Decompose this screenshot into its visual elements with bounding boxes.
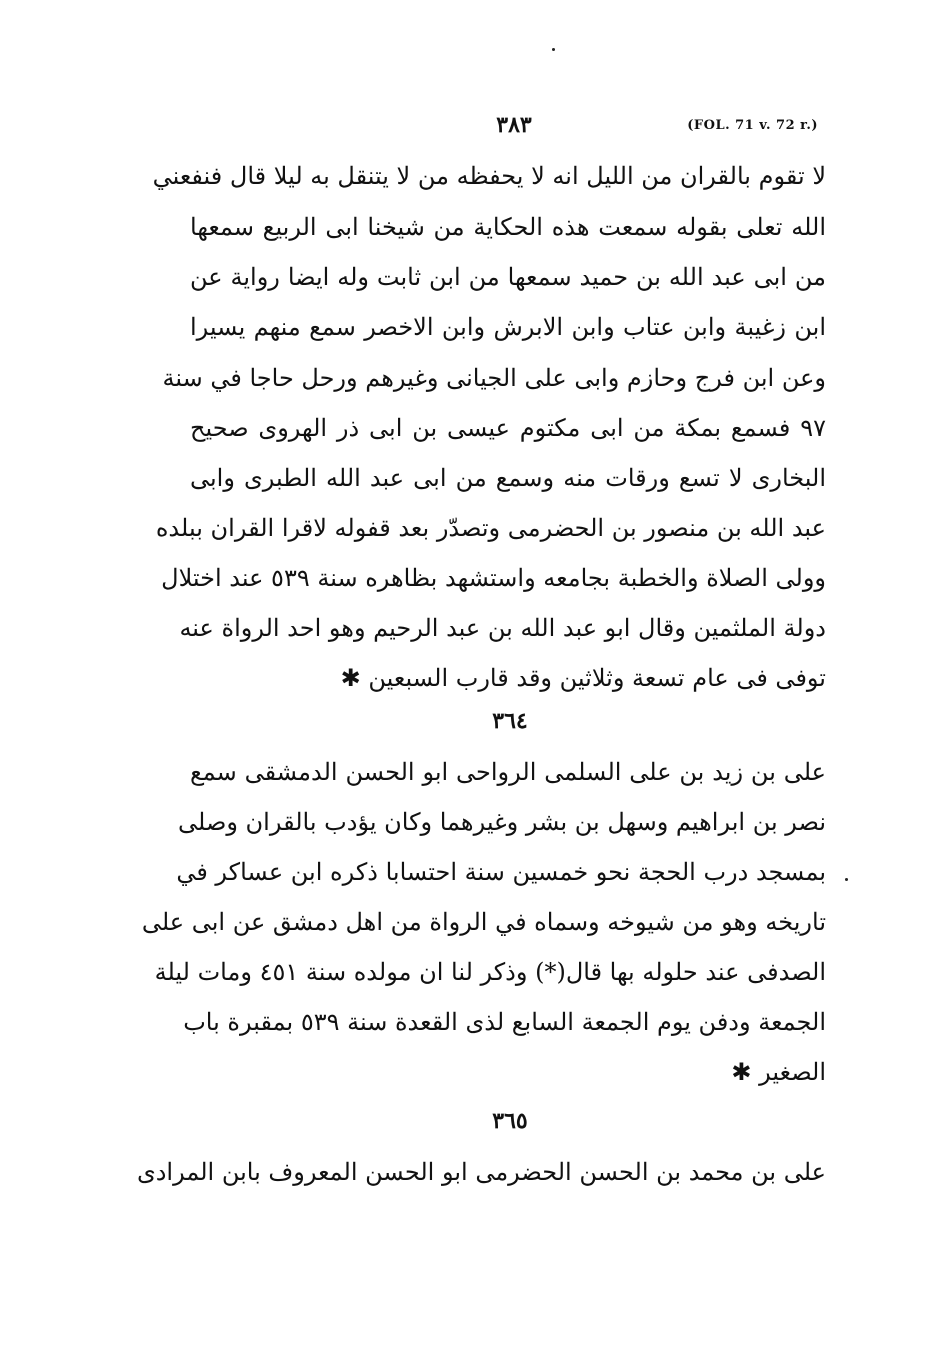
text-line: لا تقوم بالقران من الليل انه لا يحفظه من لا يتنقل به ليلا قال فنفعني — [152, 162, 826, 190]
text-line: توفى فى عام تسعة وثلاثين وقد قارب السبعين ✱ — [340, 664, 826, 692]
text-line: من ابى عبد الله بن حميد سمعها من ابن ثابت وله ايضا رواية عن — [190, 263, 826, 291]
text-line: وولى الصلاة والخطبة بجامعه واستشهد بظاهره سنة ٥٣٩ عند اختلال — [161, 564, 826, 592]
text-line: تاريخه وهو من شيوخه وسماه في الرواة من اهل دمشق عن ابى على — [141, 908, 826, 936]
folio-reference: (FOL. 71 v. 72 r.) — [687, 118, 818, 133]
text-line: دولة الملثمين وقال ابو عبد الله بن عبد الرحيم وهو احد الرواة عنه — [179, 614, 826, 642]
page-number: ٣٨٣ — [496, 112, 532, 138]
text-line: الصدفى عند حلوله بها قال(*) وذكر لنا ان مولده سنة ٤٥١ ومات ليلة — [154, 958, 826, 986]
text-line: وعن ابن فرج وحازم وابى على الجيانى وغيرهم ورحل حاجا في سنة — [162, 364, 826, 392]
text-line: عبد الله بن منصور بن الحضرمى وتصدّر بعد قفوله لاقرا القران ببلده — [155, 514, 826, 542]
text-line: على بن زيد بن على السلمى الرواحى ابو الحسن الدمشقى سمع — [190, 758, 826, 786]
entry-number: ٣٦٥ — [492, 1108, 528, 1134]
text-line: الله تعلى بقوله سمعت هذه الحكاية من شيخنا ابى الربيع سمعها — [190, 213, 826, 241]
text-line: نصر بن ابراهيم وسهل بن بشر وغيرهما وكان يؤدب بالقران وصلى — [178, 808, 826, 836]
text-line: البخارى لا تسع ورقات منه وسمع من ابى عبد الله الطبرى وابى — [190, 464, 826, 492]
margin-mark — [845, 878, 848, 881]
text-line: الجمعة ودفن يوم الجمعة السابع لذى القعدة سنة ٥٣٩ بمقبرة باب — [183, 1008, 826, 1036]
text-line: بمسجد درب الحجة نحو خمسين سنة احتسابا ذكره ابن عساكر في — [176, 858, 826, 886]
text-line: ابن زغيبة وابن عتاب وابن الابرش وابن الاخصر سمع منهم يسيرا — [190, 313, 826, 341]
entry-number: ٣٦٤ — [492, 708, 528, 734]
speck-mark — [552, 48, 555, 51]
text-line: الصغير ✱ — [731, 1058, 826, 1086]
text-line: على بن محمد بن الحسن الحضرمى ابو الحسن المعروف بابن المرادى — [136, 1158, 826, 1186]
text-line: ٩٧ فسمع بمكة من ابى مكتوم عيسى بن ابى ذر الهروى صحيح — [190, 414, 826, 442]
